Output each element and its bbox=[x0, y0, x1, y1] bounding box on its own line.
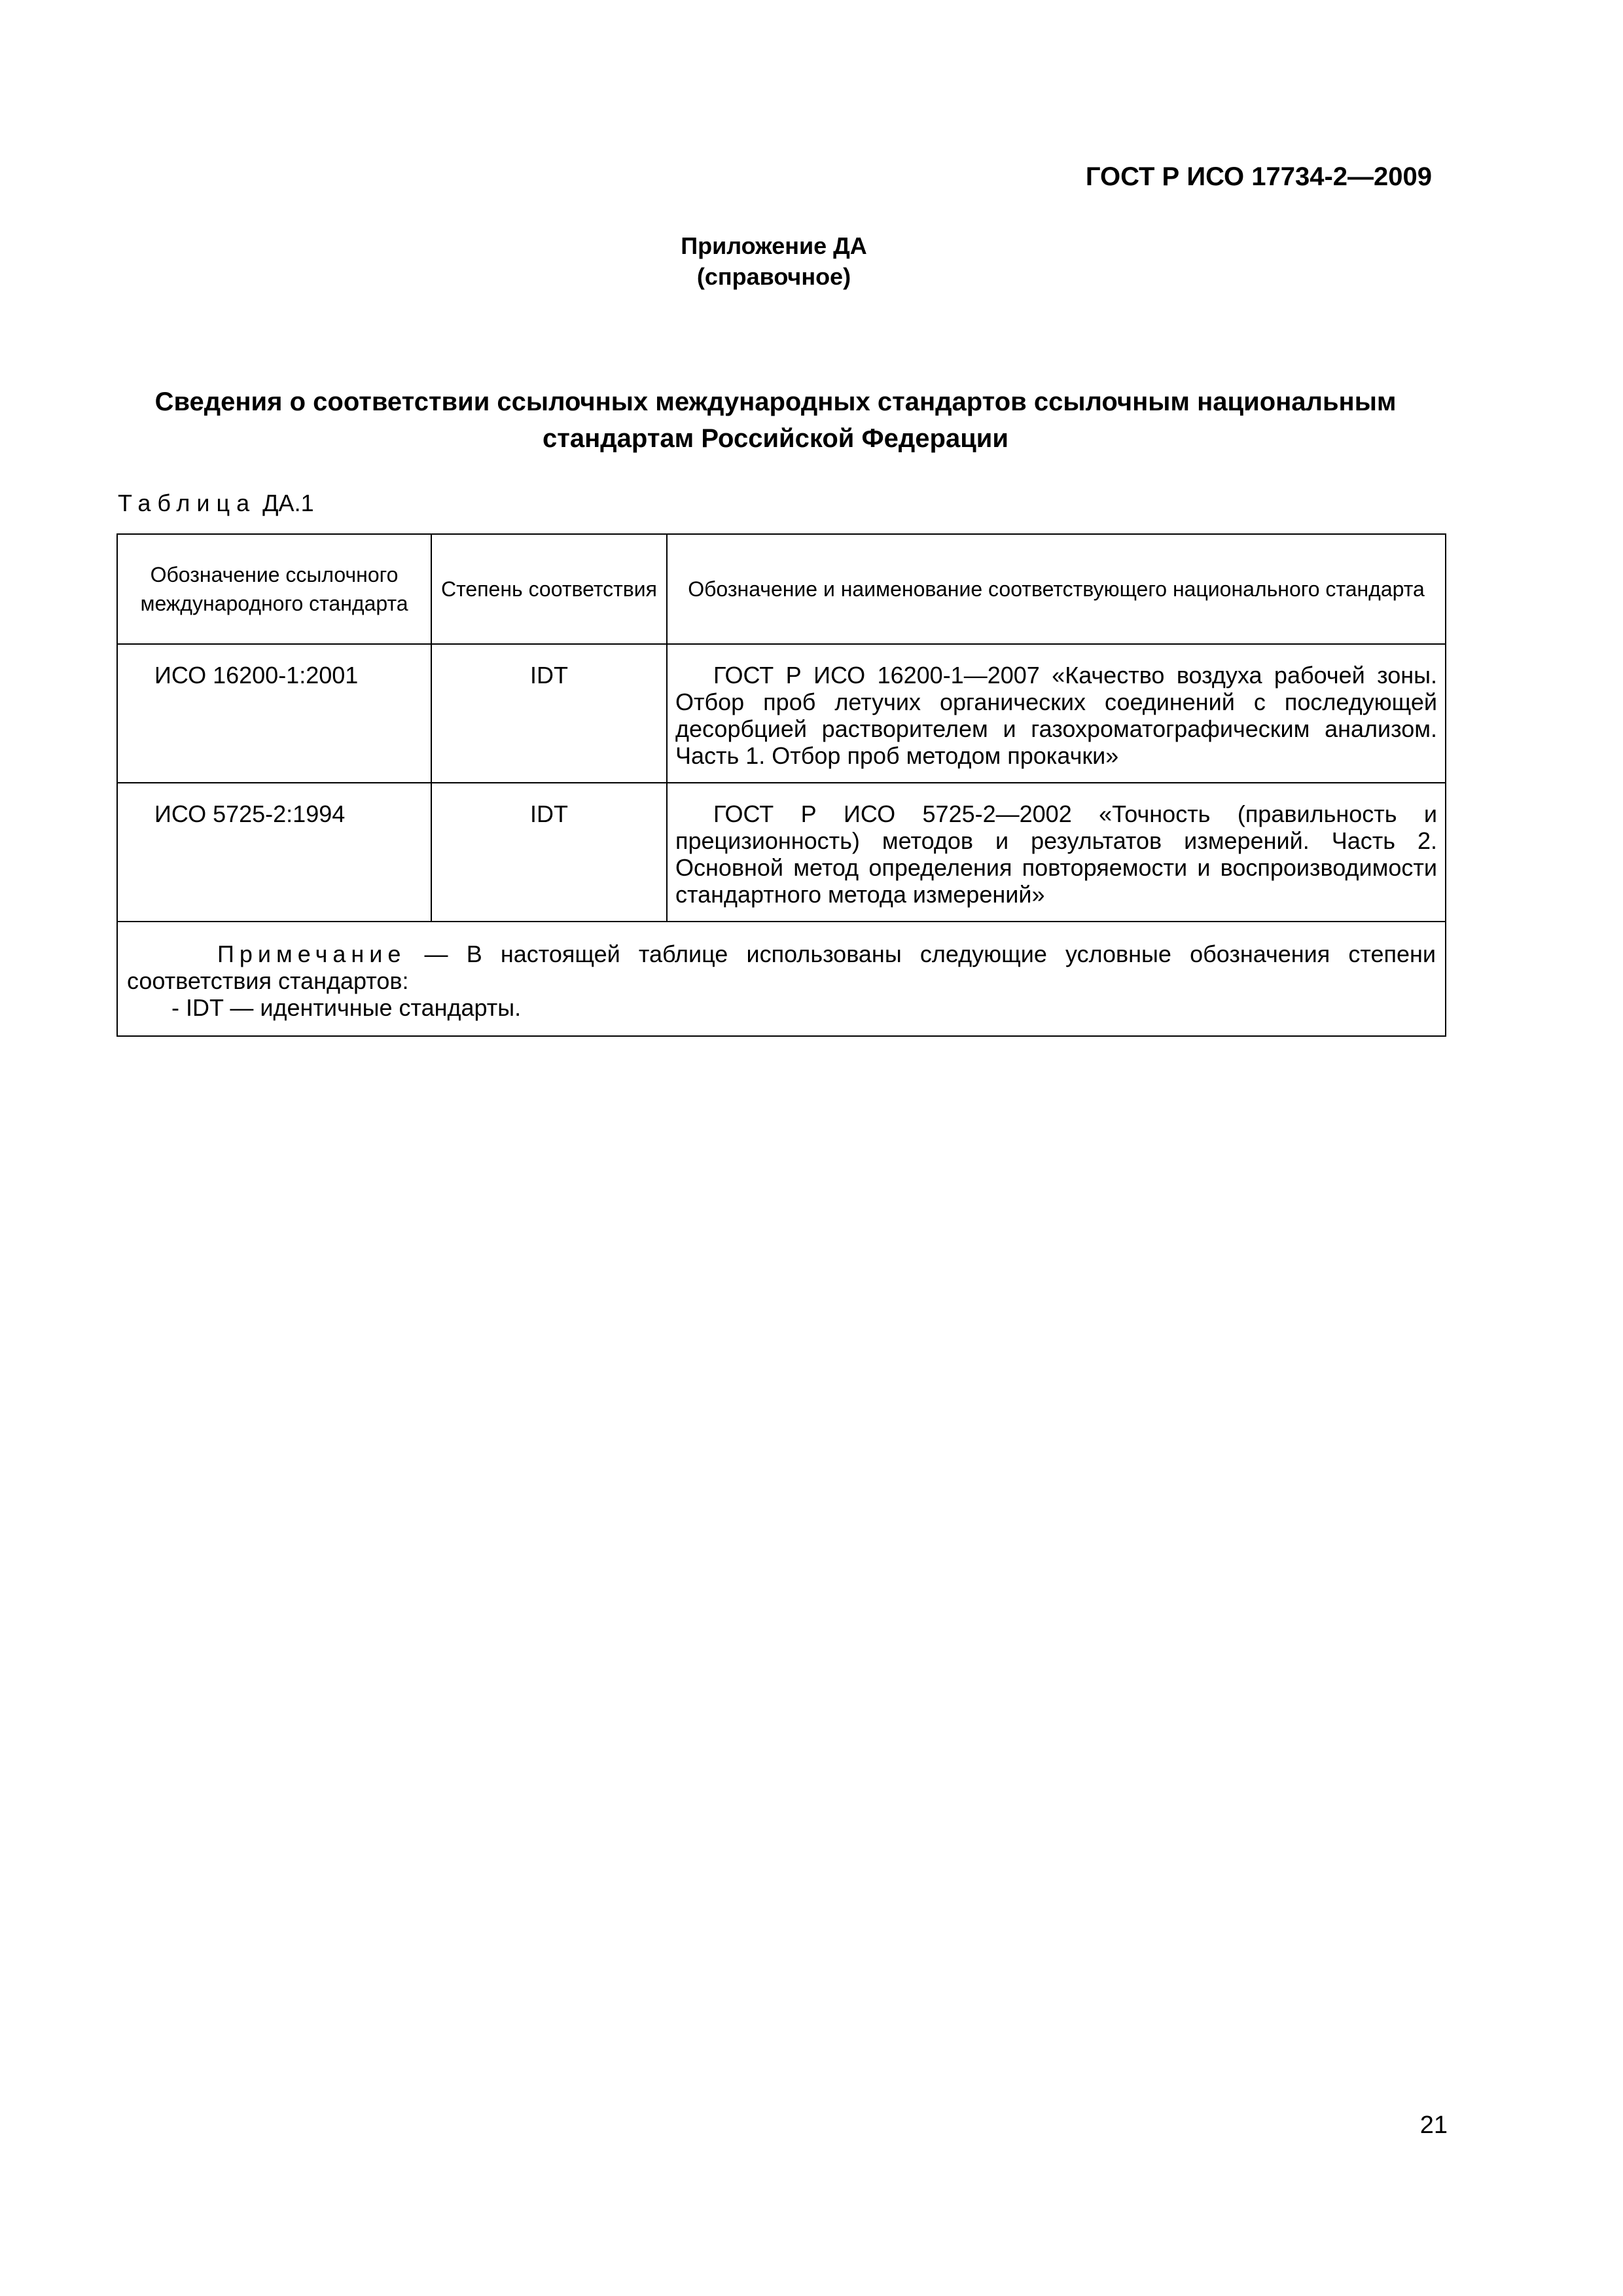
international-standard-cell: ИСО 5725-2:1994 bbox=[117, 783, 431, 922]
table-row bbox=[117, 783, 1446, 922]
table-caption-number: ДА.1 bbox=[262, 490, 314, 516]
degree-cell: IDT bbox=[431, 783, 667, 922]
national-standard-cell: ГОСТ Р ИСО 16200-1—2007 «Качество воздуха рабочей зоны. Отбор проб летучих органических соединений с последующей десорбцией растворителем и газохроматографическим анализом. Часть 1. Отбор проб методом прокачки» bbox=[667, 644, 1446, 783]
note-body: — В настоящей таблице использованы следующие условные обозначения степени соответствия стандартов: bbox=[127, 941, 1436, 994]
degree-cell: IDT bbox=[431, 644, 667, 783]
table-caption-label: Таблица bbox=[118, 490, 257, 516]
annex-title: Приложение ДА bbox=[681, 232, 867, 259]
header-national-standard: Обозначение и наименование соответствующего национального стандарта bbox=[667, 534, 1446, 644]
table-row bbox=[117, 644, 1446, 783]
note-text bbox=[127, 941, 1436, 994]
section-title: Сведения о соответствии ссылочных международных стандартов ссылочным национальным стандартам Российской Федерации bbox=[154, 387, 1397, 453]
table-note-row bbox=[117, 922, 1446, 1036]
reference-standards-table bbox=[116, 533, 1446, 1037]
annex-heading bbox=[0, 230, 1548, 292]
table-caption bbox=[118, 490, 314, 517]
national-standard-cell: ГОСТ Р ИСО 5725-2—2002 «Точность (правильность и прецизионность) методов и результатов измерений. Часть 2. Основной метод определения повторяемости и воспроизводимости стандартного метода измерений» bbox=[667, 783, 1446, 922]
page-number: 21 bbox=[1419, 2111, 1448, 2139]
header-international-standard: Обозначение ссылочного международного стандарта bbox=[117, 534, 431, 644]
international-standard-cell: ИСО 16200-1:2001 bbox=[117, 644, 431, 783]
annex-type: (справочное) bbox=[696, 263, 851, 290]
note-item: - IDT — идентичные стандарты. bbox=[171, 994, 522, 1021]
table-note bbox=[117, 922, 1446, 1036]
table-header-row bbox=[117, 534, 1446, 644]
note-label: Примечание bbox=[217, 941, 406, 967]
standard-code: ГОСТ Р ИСО 17734-2—2009 bbox=[1085, 162, 1432, 191]
header-degree: Степень соответствия bbox=[431, 534, 667, 644]
